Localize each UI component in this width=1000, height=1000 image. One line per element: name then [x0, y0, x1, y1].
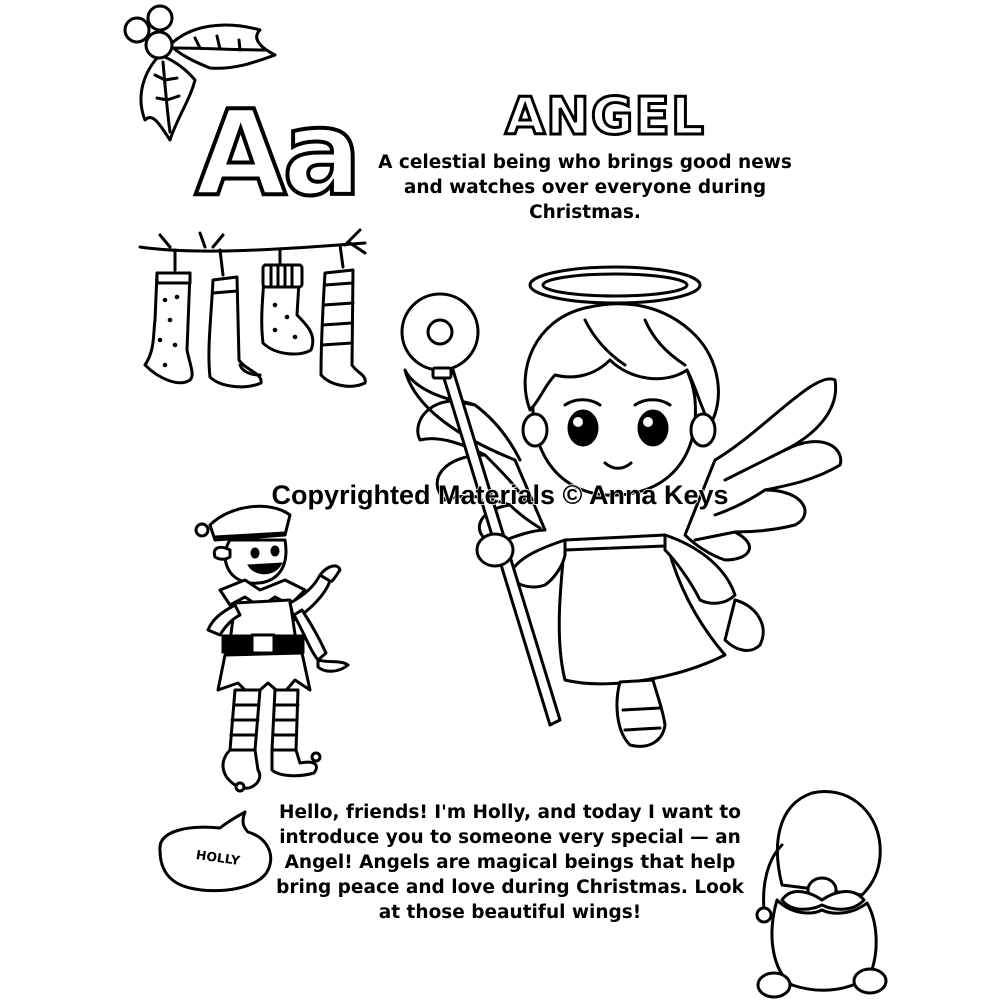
speech-bubble-label: HOLLY: [195, 847, 241, 868]
definition-text: A celestial being who brings good news and watches over everyone during Christmas.: [378, 152, 792, 223]
narration-text: Hello, friends! I'm Holly, and today I want to introduce you to someone very special — an Angel! Angels are magical beings that help bring peace and love during Christmas. Look at those beautiful wings!: [276, 802, 744, 923]
hanging-stockings-illustration: [135, 225, 370, 390]
elf-illustration: [190, 495, 360, 805]
page-title: ANGEL: [504, 87, 706, 147]
letter-pair: Aa: [195, 84, 358, 222]
copyright-watermark: Copyrighted Materials © Anna Keys: [271, 480, 729, 510]
gnome-illustration: [752, 785, 892, 1000]
